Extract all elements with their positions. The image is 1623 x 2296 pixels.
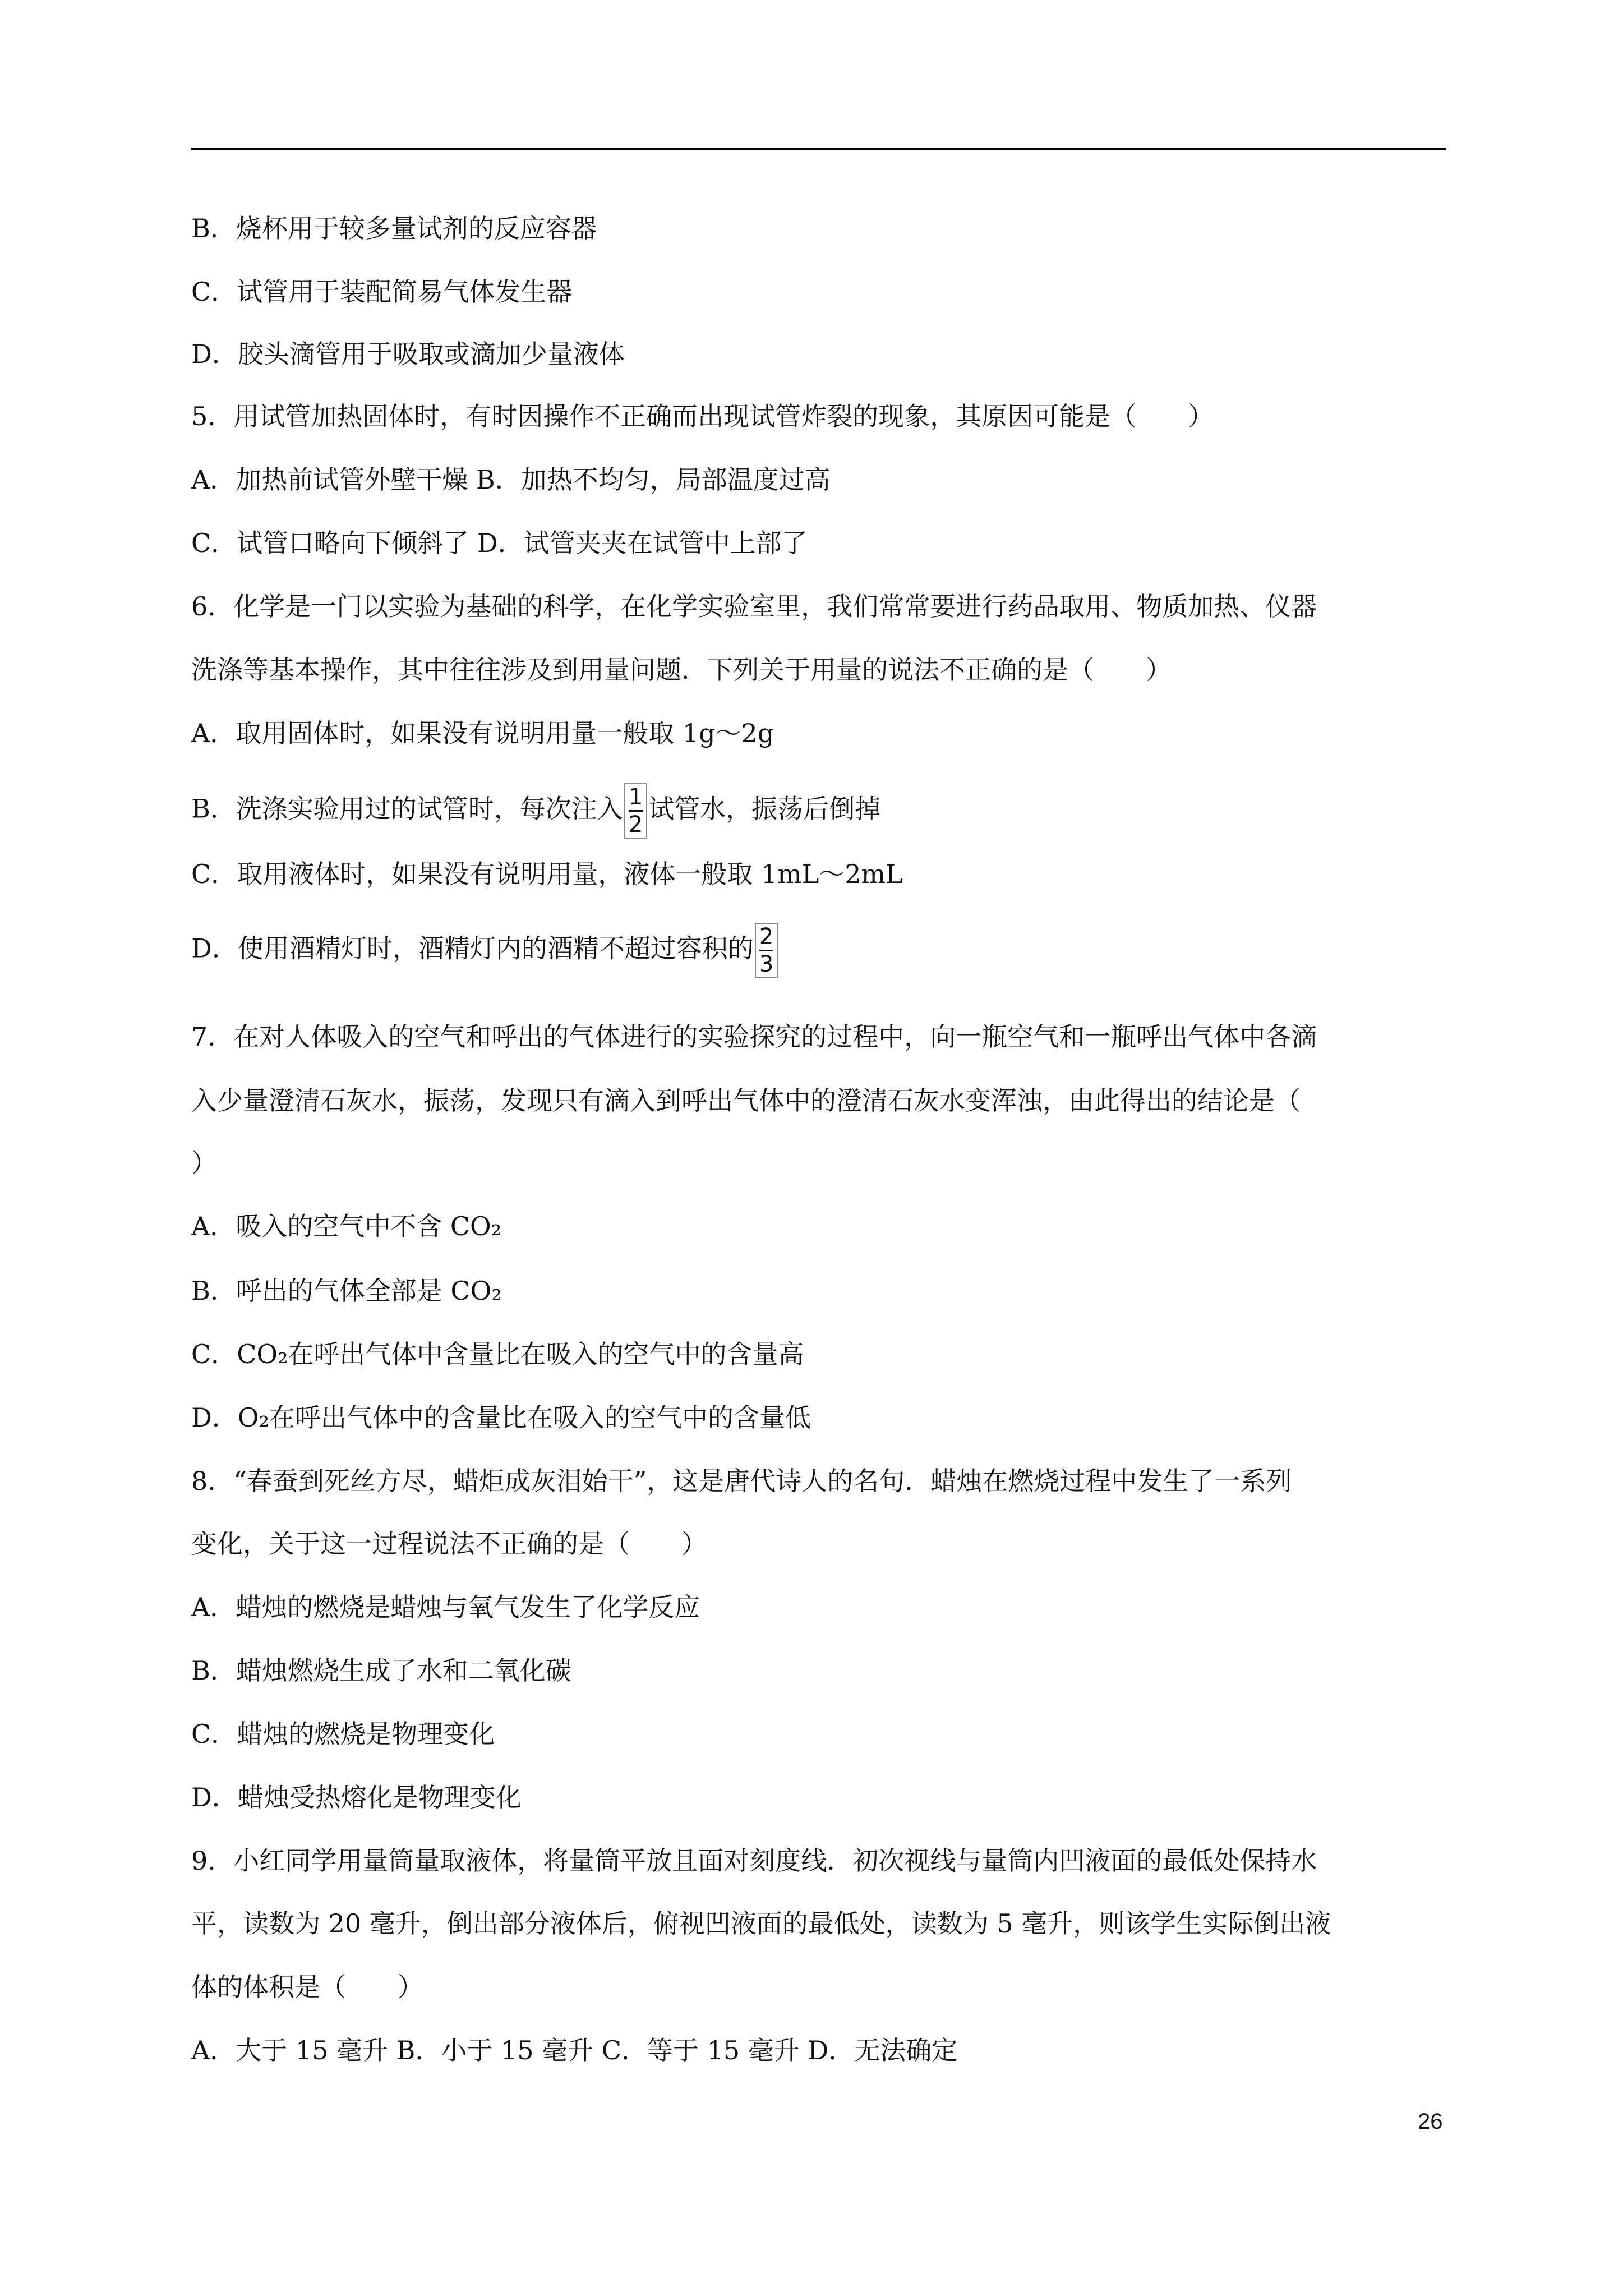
q7-option-d: D．O₂在呼出气体中的含量比在吸入的空气中的含量低 <box>191 1402 811 1433</box>
q9-options: A．大于 15 毫升 B．小于 15 毫升 C．等于 15 毫升 D．无法确定 <box>191 2035 958 2065</box>
q6-option-b-text-before: B．洗涤实验用过的试管时，每次注入 <box>191 793 623 824</box>
q8-option-a: A．蜡烛的燃烧是蜡烛与氧气发生了化学反应 <box>191 1592 700 1622</box>
q7-option-c: C．CO₂在呼出气体中含量比在吸入的空气中的含量高 <box>191 1339 804 1369</box>
q8-option-b: B．蜡烛燃烧生成了水和二氧化碳 <box>191 1655 571 1686</box>
question-7-line3: ） <box>191 1148 217 1178</box>
q6-option-c: C．取用液体时，如果没有说明用量，液体一般取 1mL～2mL <box>191 859 903 889</box>
question-8-line1: 8．“春蚕到死丝方尽，蜡炬成灰泪始干”，这是唐代诗人的名句．蜡烛在燃烧过程中发生了一系列 <box>191 1466 1292 1496</box>
q5-options-ab: A．加热前试管外壁干燥 B．加热不均匀，局部温度过高 <box>191 464 831 495</box>
option-4d: D．胶头滴管用于吸取或滴加少量液体 <box>191 339 625 369</box>
q8-option-c: C．蜡烛的燃烧是物理变化 <box>191 1719 495 1749</box>
q7-option-b: B．呼出的气体全部是 CO₂ <box>191 1276 502 1306</box>
fraction-numerator: 2 <box>759 924 773 951</box>
question-7-line1: 7．在对人体吸入的空气和呼出的气体进行的实验探究的过程中，向一瓶空气和一瓶呼出气体中各滴 <box>191 1022 1317 1052</box>
fraction-two-thirds <box>755 923 778 978</box>
fraction-numerator: 1 <box>629 784 643 812</box>
q6-option-a: A．取用固体时，如果没有说明用量一般取 1g～2g <box>191 718 774 748</box>
fraction-denominator: 2 <box>628 812 643 838</box>
fraction-one-half <box>624 783 647 839</box>
question-6-line1: 6．化学是一门以实验为基础的科学，在化学实验室里，我们常常要进行药品取用、物质加热、仪器 <box>191 591 1317 622</box>
option-4c: C．试管用于装配简易气体发生器 <box>191 277 573 307</box>
question-6-line2: 洗涤等基本操作，其中往往涉及到用量问题．下列关于用量的说法不正确的是（ ） <box>191 655 1172 685</box>
question-7-line2: 入少量澄清石灰水，振荡，发现只有滴入到呼出气体中的澄清石灰水变浑浊，由此得出的结论是（ <box>191 1085 1301 1116</box>
fraction-denominator: 3 <box>759 951 774 977</box>
question-8-line2: 变化，关于这一过程说法不正确的是（ ） <box>191 1529 707 1559</box>
question-9-line3: 体的体积是（ ） <box>191 1972 423 2002</box>
q7-option-a: A．吸入的空气中不含 CO₂ <box>191 1211 502 1241</box>
question-5: 5．用试管加热固体时，有时因操作不正确而出现试管炸裂的现象，其原因可能是（ ） <box>191 401 1214 431</box>
q5-options-cd: C．试管口略向下倾斜了 D．试管夹夹在试管中上部了 <box>191 528 808 558</box>
q6-option-b <box>191 783 880 839</box>
q6-option-d <box>191 923 779 978</box>
question-9-line1: 9．小红同学用量筒量取液体，将量筒平放且面对刻度线．初次视线与量筒内凹液面的最低处保持水 <box>191 1846 1317 1876</box>
header-rule <box>191 148 1446 150</box>
page-number: 26 <box>1418 2109 1443 2134</box>
question-9-line2: 平，读数为 20 毫升，倒出部分液体后，俯视凹液面的最低处，读数为 5 毫升，则该学生实际倒出液 <box>191 1908 1331 1939</box>
option-4b: B．烧杯用于较多量试剂的反应容器 <box>191 213 597 243</box>
q6-option-b-text-after: 试管水，振荡后倒掉 <box>648 793 881 824</box>
q8-option-d: D．蜡烛受热熔化是物理变化 <box>191 1782 522 1812</box>
q6-option-d-text: D．使用酒精灯时，酒精灯内的酒精不超过容积的 <box>191 933 754 964</box>
